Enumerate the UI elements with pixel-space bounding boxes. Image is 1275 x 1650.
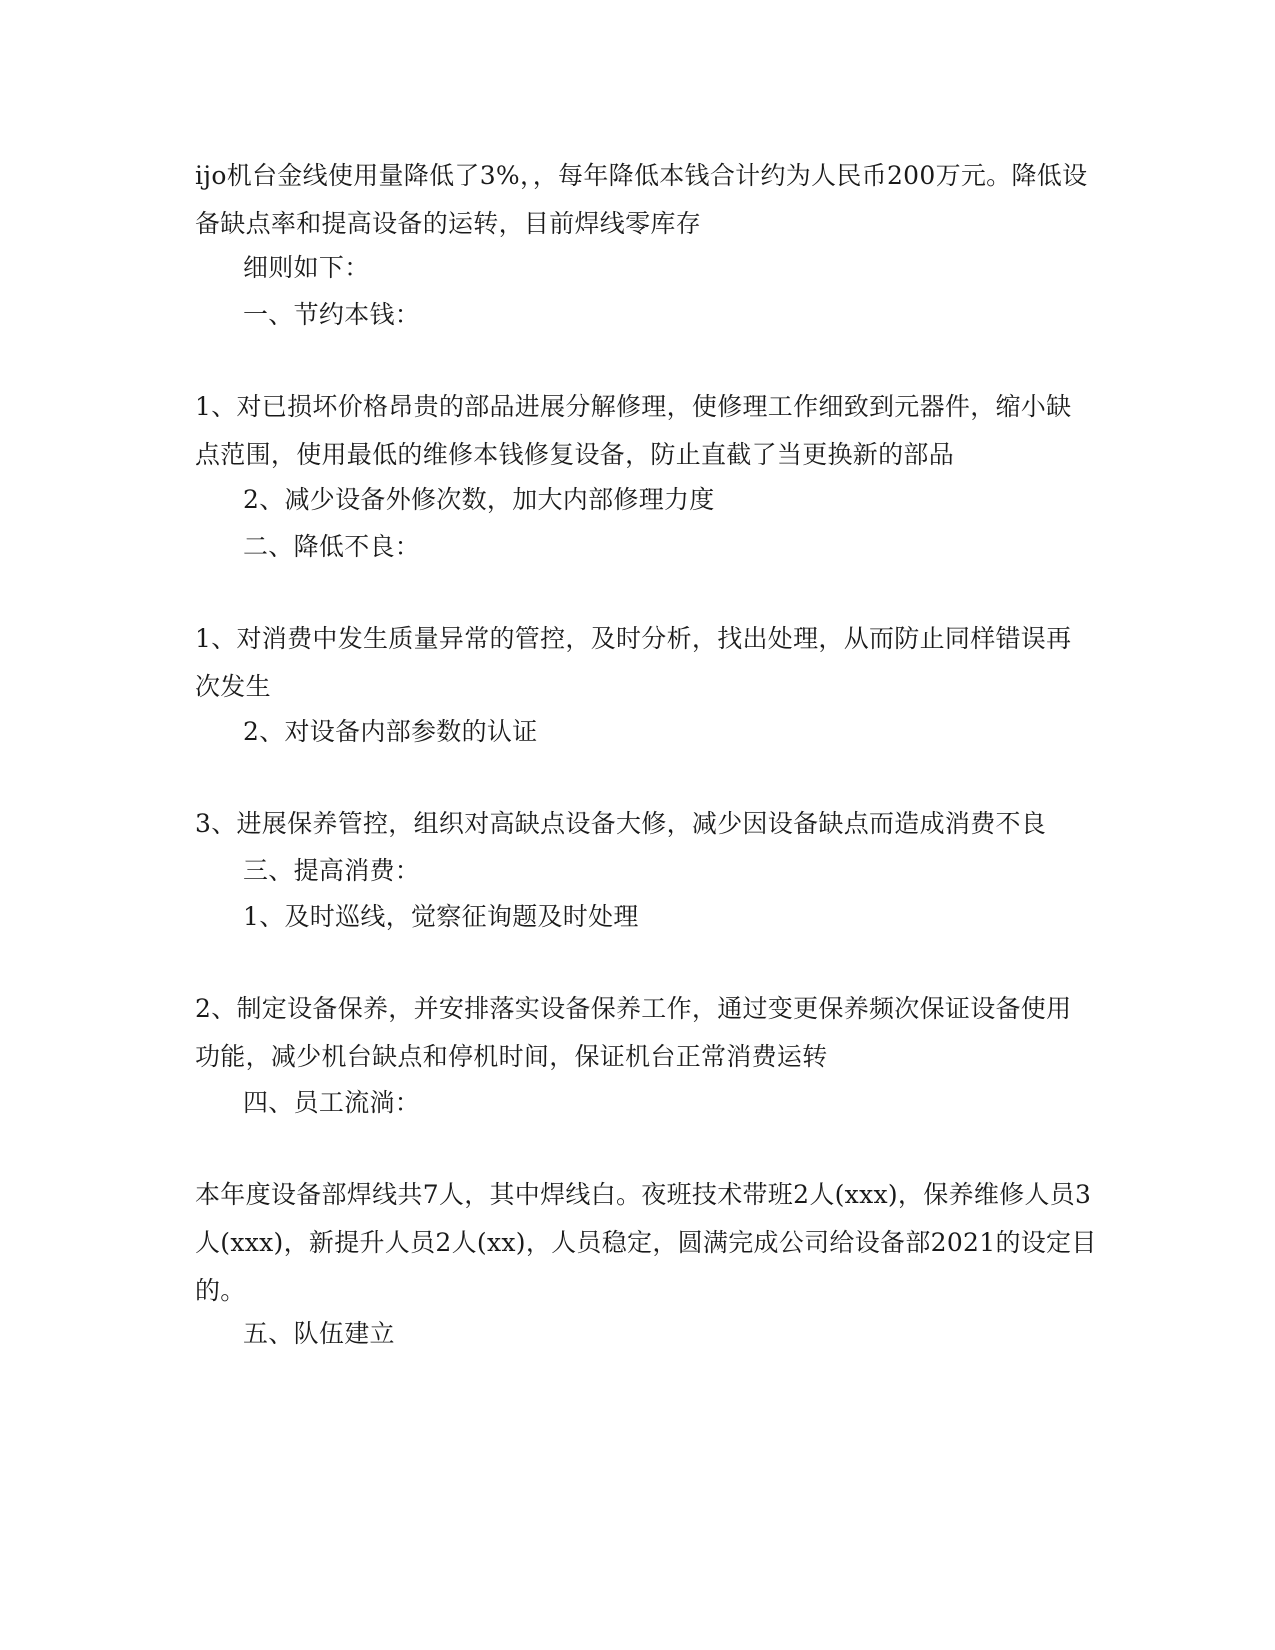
section-2-heading: [243, 523, 1123, 571]
text-line: 2、减少设备外修次数，加大内部修理力度: [243, 485, 715, 514]
section-3-heading: [243, 847, 1123, 895]
text-line: 三、提高消费：: [243, 856, 421, 885]
text-line: 次发生: [195, 672, 271, 701]
section-5-heading: [243, 1310, 1123, 1358]
paragraph-intro: [195, 152, 1088, 248]
text-line: 二、降低不良：: [243, 532, 421, 561]
section-4-body: [195, 1171, 1097, 1315]
section-1-item-1: [195, 383, 1075, 479]
text-line: 一、节约本钱：: [243, 300, 421, 329]
text-line: 四、员工流淌：: [243, 1088, 421, 1117]
text-line: 点范围，使用最低的维修本钱修复设备，防止直截了当更换新的部品: [195, 440, 955, 469]
text-line: 1、对已损坏价格昂贵的部品进展分解修理，使修理工作细致到元器件，缩小缺: [195, 392, 1072, 421]
text-line: 细则如下：: [243, 253, 370, 282]
text-line: 3、进展保养管控，组织对高缺点设备大修，减少因设备缺点而造成消费不良: [195, 809, 1047, 838]
text-line: 2、对设备内部参数的认证: [243, 717, 538, 746]
text-line: 功能，减少机台缺点和停机时间，保证机台正常消费运转: [195, 1042, 828, 1071]
text-line: 1、对消费中发生质量异常的管控，及时分析，找出处理，从而防止同样错误再: [195, 624, 1072, 653]
section-1-item-2: [243, 476, 1123, 524]
section-2-item-1: [195, 615, 1075, 711]
text-line: 2、制定设备保养，并安排落实设备保养工作，通过变更保养频次保证设备使用: [195, 994, 1072, 1023]
section-1-heading: [243, 291, 1123, 339]
section-2-item-3: [195, 800, 1075, 848]
section-3-item-2: [195, 985, 1075, 1081]
section-4-heading: [243, 1079, 1123, 1127]
text-line: 本年度设备部焊线共7人，其中焊线白。夜班技术带班2人(xxx)，保养维修人员3: [195, 1180, 1092, 1209]
text-line: 1、及时巡线，觉察征询题及时处理: [243, 902, 639, 931]
text-line: 的。: [195, 1276, 246, 1305]
text-line: ijo机台金线使用量降低了3%，，每年降低本钱合计约为人民币200万元。降低设: [195, 161, 1088, 190]
text-line: 五、队伍建立: [243, 1319, 395, 1348]
section-2-item-2: [243, 708, 1123, 756]
text-line: 人(xxx)，新提升人员2人(xx)，人员稳定，圆满完成公司给设备部2021的设定目: [195, 1228, 1097, 1257]
section-3-item-1: [243, 893, 1123, 941]
details-heading: [243, 244, 1123, 292]
text-line: 备缺点率和提高设备的运转，目前焊线零库存: [195, 209, 702, 238]
